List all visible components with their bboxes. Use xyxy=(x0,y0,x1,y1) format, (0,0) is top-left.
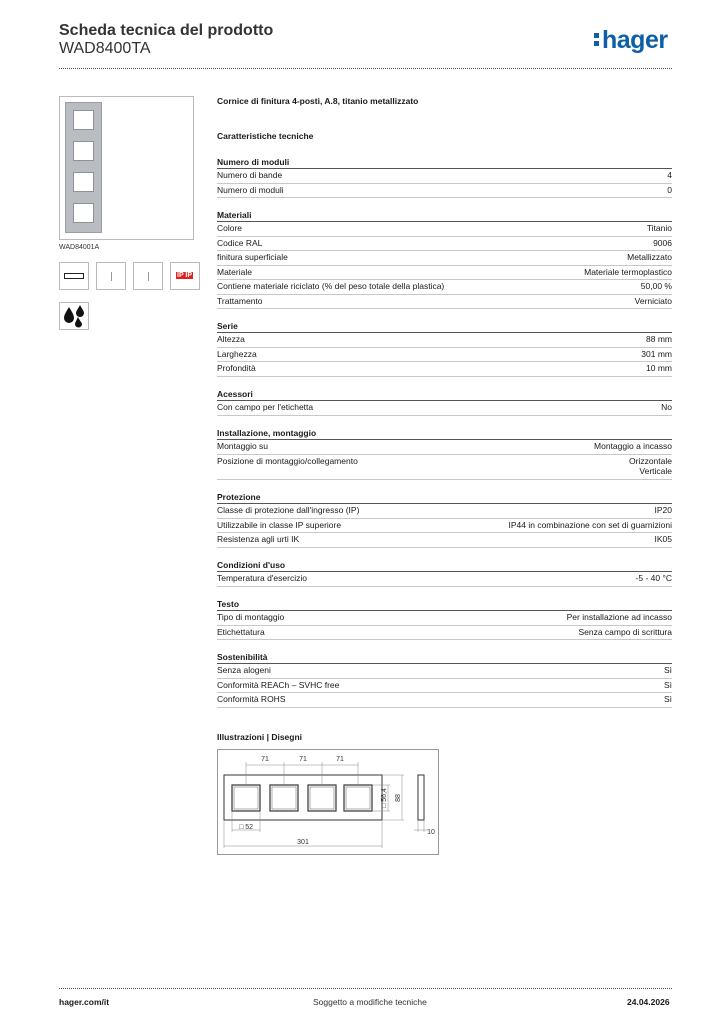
module-strip-icon xyxy=(64,273,84,279)
spec-row xyxy=(217,251,672,266)
footer-note: Soggetto a modifiche tecniche xyxy=(313,997,427,1007)
spec-row xyxy=(217,533,672,548)
spec-row xyxy=(217,693,672,708)
spec-label: Codice RAL xyxy=(217,237,263,248)
spec-row xyxy=(217,333,672,348)
spec-label: Resistenza agli urti IK xyxy=(217,534,300,544)
spec-label: Classe di protezione dall'ingresso (IP) xyxy=(217,505,360,515)
spec-label: Montaggio su xyxy=(217,441,269,451)
spec-value: 4 xyxy=(667,170,672,180)
spec-label: Altezza xyxy=(217,334,245,344)
section-title: Materiali xyxy=(217,209,672,222)
spec-label: Senza alogeni xyxy=(217,665,271,675)
spec-label: Numero di moduli xyxy=(217,184,284,195)
frame-slot xyxy=(73,141,94,161)
spec-label: Tipo di montaggio xyxy=(217,612,285,622)
horizontal-mount-icon xyxy=(96,262,126,290)
spec-value-line: Verticale xyxy=(639,466,672,476)
dim-label: 71 xyxy=(299,756,307,763)
dim-label: □ 52 xyxy=(239,824,253,831)
spec-value-line: Orizzontale xyxy=(629,455,672,466)
spec-row xyxy=(217,519,672,534)
dim-label: 88 xyxy=(395,794,402,802)
section-condizioni xyxy=(217,559,672,587)
vertical-mount-icon xyxy=(133,262,163,290)
spec-value: Materiale termoplastico xyxy=(584,266,672,277)
spec-value: 50,00 % xyxy=(640,281,672,291)
logo-dots-icon xyxy=(594,30,599,48)
product-image xyxy=(59,96,194,240)
spec-row xyxy=(217,504,672,519)
spec-label: Conformità ROHS xyxy=(217,694,286,704)
section-materiali xyxy=(217,209,672,309)
spec-row xyxy=(217,401,672,416)
spec-row xyxy=(217,572,672,587)
footer-divider xyxy=(59,988,672,989)
section-title: Sostenibilità xyxy=(217,651,672,664)
page-title: Scheda tecnica del prodotto xyxy=(59,22,274,39)
section-serie xyxy=(217,320,672,377)
logo-text: hager xyxy=(602,26,668,54)
spec-value: No xyxy=(661,402,672,412)
ip-rating-icon xyxy=(170,262,200,290)
spec-row xyxy=(217,169,672,184)
ip-badge-icon: IP IP xyxy=(177,272,193,279)
section-installazione xyxy=(217,427,672,480)
spec-row xyxy=(217,348,672,363)
spec-row xyxy=(217,611,672,626)
spec-value: Montaggio a incasso xyxy=(594,441,672,451)
spec-row xyxy=(217,280,672,295)
tech-title: Caratteristiche tecniche xyxy=(217,131,314,141)
spec-label: Temperatura d'esercizio xyxy=(217,573,307,583)
section-protezione xyxy=(217,491,672,548)
illustrations-title: Illustrazioni | Disegni xyxy=(217,732,303,742)
spec-label: Larghezza xyxy=(217,348,257,359)
section-sostenibilita xyxy=(217,651,672,708)
section-testo xyxy=(217,598,672,640)
spec-value: Metallizzato xyxy=(627,252,672,262)
section-title: Testo xyxy=(217,598,672,611)
spec-row xyxy=(217,222,672,237)
spec-label: Profondità xyxy=(217,363,256,373)
spec-value: 10 mm xyxy=(646,363,672,373)
spec-row xyxy=(217,664,672,679)
spec-value: IP44 in combinazione con set di guarnizioni xyxy=(508,519,672,530)
spec-row xyxy=(217,455,672,480)
spec-value xyxy=(629,456,672,477)
spec-label: Etichettatura xyxy=(217,626,265,637)
section-title: Acessori xyxy=(217,388,672,401)
spec-label: Materiale xyxy=(217,266,252,277)
spec-value: Per installazione ad incasso xyxy=(566,612,672,622)
spec-value: IK05 xyxy=(654,534,672,544)
section-title: Condizioni d'uso xyxy=(217,559,672,572)
technical-drawing xyxy=(217,749,439,855)
spec-value: 9006 xyxy=(653,237,672,248)
spec-label: Trattamento xyxy=(217,295,263,306)
footer-date: 24.04.2026 xyxy=(627,997,670,1007)
spec-label: Posizione di montaggio/collegamento xyxy=(217,455,358,466)
section-title: Protezione xyxy=(217,491,672,504)
spec-row xyxy=(217,440,672,455)
spec-label: Colore xyxy=(217,223,243,233)
spec-row xyxy=(217,679,672,694)
spec-value: Sì xyxy=(663,694,672,704)
frame-icon xyxy=(65,102,102,233)
spec-value: Senza campo di scrittura xyxy=(578,626,672,637)
spec-row xyxy=(217,626,672,641)
image-code: WAD84001A xyxy=(59,244,100,251)
spec-row xyxy=(217,237,672,252)
spec-value: Sì xyxy=(663,679,672,690)
spec-label: Con campo per l'etichetta xyxy=(217,402,314,412)
frame-slot xyxy=(73,172,94,192)
spec-label: finitura superficiale xyxy=(217,252,288,262)
spec-value: IP20 xyxy=(654,505,672,515)
spec-value: Titanio xyxy=(646,223,672,233)
product-code: WAD8400TA xyxy=(59,40,151,57)
section-title: Installazione, montaggio xyxy=(217,427,672,440)
mount-line-icon xyxy=(148,272,149,281)
spec-label: Conformità REACh – SVHC free xyxy=(217,679,340,690)
spec-row xyxy=(217,362,672,377)
section-title: Numero di moduli xyxy=(217,156,672,169)
dim-label: 10 xyxy=(427,829,435,836)
spec-row xyxy=(217,266,672,281)
spec-value: Verniciato xyxy=(634,295,672,306)
dim-label: 71 xyxy=(261,756,269,763)
spec-value: Sì xyxy=(663,665,672,675)
water-drops-icon xyxy=(59,302,89,330)
modules-icon xyxy=(59,262,89,290)
spec-value: -5 - 40 °C xyxy=(635,573,672,583)
spec-value: 301 mm xyxy=(641,348,672,359)
dim-label: 71 xyxy=(336,756,344,763)
frame-slot xyxy=(73,203,94,223)
spec-value: 0 xyxy=(667,184,672,195)
mount-line-icon xyxy=(111,272,112,281)
section-acessori xyxy=(217,388,672,416)
header-divider xyxy=(59,68,672,69)
hager-logo xyxy=(594,26,668,55)
dim-label: 301 xyxy=(297,839,309,846)
spec-label: Numero di bande xyxy=(217,170,283,180)
section-title: Serie xyxy=(217,320,672,333)
product-name: Cornice di finitura 4-posti, A.8, titanio metallizzato xyxy=(217,96,419,106)
spec-label: Utilizzabile in classe IP superiore xyxy=(217,519,342,530)
spec-row xyxy=(217,295,672,310)
dim-label: □ 56,4 xyxy=(381,788,388,808)
footer-website: hager.com/it xyxy=(59,997,110,1007)
spec-row xyxy=(217,184,672,199)
section-moduli xyxy=(217,156,672,198)
spec-value: 88 mm xyxy=(646,334,672,344)
spec-label: Contiene materiale riciclato (% del peso totale della plastica) xyxy=(217,281,445,291)
frame-slot xyxy=(73,110,94,130)
